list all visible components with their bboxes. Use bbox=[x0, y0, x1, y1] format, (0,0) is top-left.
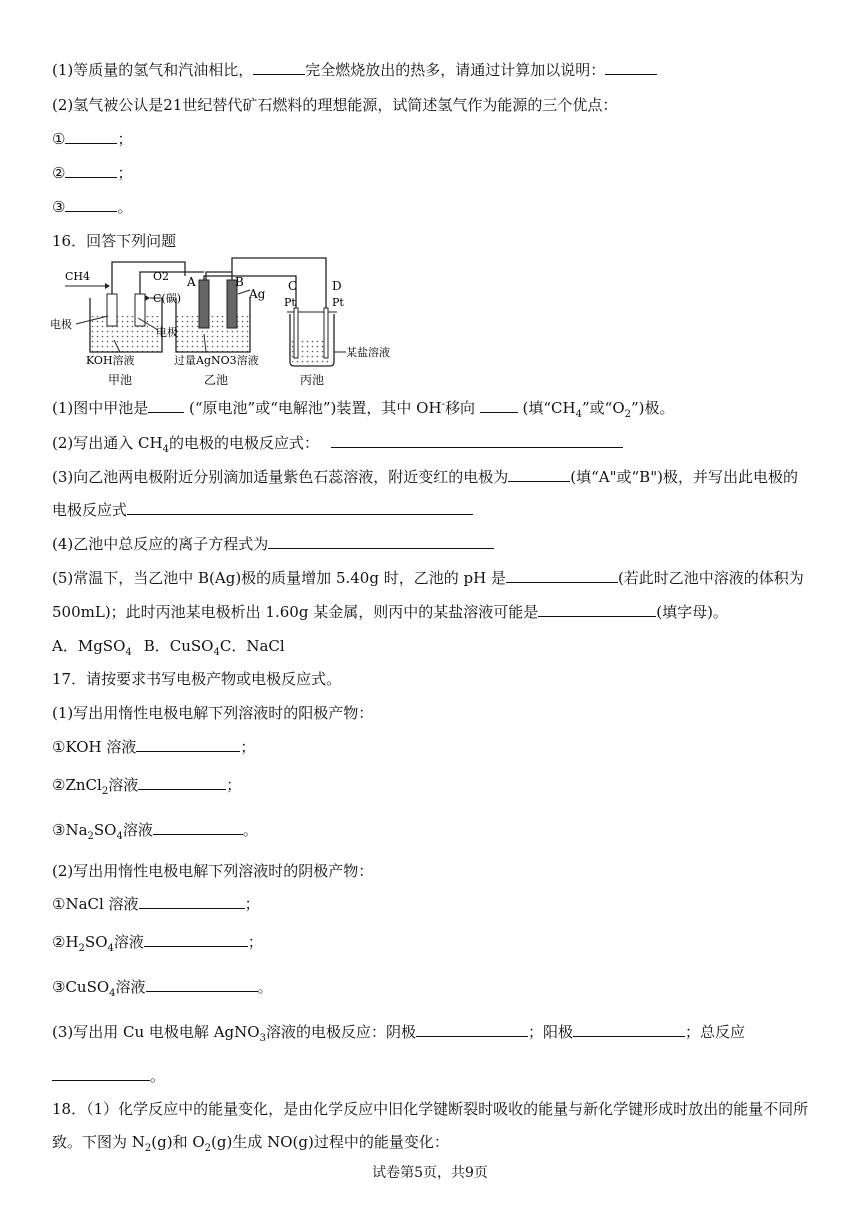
q16-sub2: (2)写出通入 $CH_4$的电极的电极反应式： bbox=[52, 433, 623, 453]
answer-blank bbox=[268, 534, 494, 549]
answer-blank bbox=[52, 1066, 150, 1081]
answer-blank bbox=[138, 775, 226, 790]
q16-options: A．MgSO$_4$ B．CuSO$_4$C．NaCl bbox=[52, 637, 285, 658]
q17-part1: (1)写出用惰性电极电解下列溶液时的阳极产物： bbox=[52, 704, 374, 722]
label-cell-jia: 甲池 bbox=[108, 373, 133, 387]
q17-anode-3: $③Na_2SO_4$溶液 。 bbox=[52, 821, 258, 842]
q17-anode-2: ②ZnCl$_2$溶液 ； bbox=[52, 776, 242, 797]
label-electrode-left: 电极 bbox=[50, 318, 72, 331]
q16-sub1: (1)图中甲池是 (“原电池”或“电解池”)装置，其中 OH-移向 (填“$CH_4$”或“$O_2$”)极。 bbox=[52, 399, 675, 420]
answer-blank bbox=[65, 129, 117, 144]
label-cell-bing: 丙池 bbox=[300, 373, 325, 387]
q16-sub3: (3)向乙池两电极附近分别滴加适量紫色石蕊溶液，附近变红的电极为 (填“A"或“B")极，并写出此电极的 bbox=[52, 468, 798, 486]
answer-blank bbox=[136, 737, 240, 752]
answer-blank bbox=[605, 60, 657, 75]
answer-blank bbox=[573, 1022, 685, 1037]
q17-part3-cont: 。 bbox=[52, 1066, 165, 1086]
q15-advantage-2: ② ； bbox=[52, 164, 133, 182]
answer-blank bbox=[253, 60, 305, 75]
q17-cathode-1: ①NaCl 溶液 ； bbox=[52, 895, 260, 913]
q18-line2: 致。下图为 $N_2(g)$和 $O_2(g)$生成 NO(g)过程中的能量变化： bbox=[52, 1133, 449, 1154]
q17-cathode-2: $②H_2SO_4$溶液 ； bbox=[52, 933, 263, 954]
label-electrode-a: A bbox=[187, 275, 196, 289]
label-ch4: CH4 bbox=[65, 270, 91, 283]
answer-blank bbox=[508, 467, 570, 482]
q17-cathode-3: ③CuSO$_4$溶液 。 bbox=[52, 978, 273, 999]
electrochemistry-cell-diagram bbox=[50, 254, 400, 390]
q16-title: 16．回答下列问题 bbox=[52, 232, 177, 250]
label-ag: Ag bbox=[249, 287, 266, 301]
answer-blank bbox=[506, 568, 618, 583]
answer-blank bbox=[146, 977, 258, 992]
q17-anode-1: ①KOH 溶液 ； bbox=[52, 738, 256, 756]
q16-sub5: (5)常温下，当乙池中 B(Ag)极的质量增加 5.40g 时，乙池的 pH 是 (若此时乙池中溶液的体积为 bbox=[52, 569, 804, 587]
label-electrode-right: 电极 bbox=[156, 326, 178, 339]
q18-line1: 18．（1）化学反应中的能量变化，是由化学反应中旧化学键断裂时吸收的能量与新化学键形成时放出的能量不同所 bbox=[52, 1100, 809, 1118]
answer-blank bbox=[65, 197, 117, 212]
label-o2: O2 bbox=[153, 270, 170, 283]
label-agno3-solution: 过量AgNO3溶液 bbox=[174, 354, 259, 367]
page-footer: 试卷第5页，共9页 bbox=[372, 1165, 488, 1181]
q16-sub4: (4)乙池中总反应的离子方程式为 bbox=[52, 534, 494, 554]
label-pt-right: Pt bbox=[332, 296, 344, 309]
q15-part2: (2)氢气被公认是21世纪替代矿石燃料的理想能源，试简述氢气作为能源的三个优点： bbox=[52, 96, 618, 114]
answer-blank bbox=[153, 820, 243, 835]
q15-advantage-3: ③ 。 bbox=[52, 198, 133, 216]
label-salt-solution: 某盐溶液 bbox=[346, 346, 390, 359]
answer-blank bbox=[65, 163, 117, 178]
answer-blank bbox=[144, 932, 248, 947]
q17-title: 17．请按要求书写电极产物或电极反应式。 bbox=[52, 670, 342, 688]
answer-blank bbox=[480, 398, 518, 413]
label-pt-left: Pt bbox=[284, 296, 296, 309]
q16-sub5-cont: 500mL)；此时丙池某电极析出 1.60g 某金属，则丙中的某盐溶液可能是 (填字母)。 bbox=[52, 603, 728, 621]
q15-advantage-1: ① ； bbox=[52, 130, 133, 148]
answer-blank bbox=[538, 602, 656, 617]
label-electrode-b: B bbox=[235, 275, 244, 289]
answer-blank bbox=[148, 398, 184, 413]
q15-part1: (1)等质量的氢气和汽油相比， 完全燃烧放出的热多，请通过计算加以说明： bbox=[52, 60, 657, 80]
q17-part2: (2)写出用惰性电极电解下列溶液时的阴极产物： bbox=[52, 862, 374, 880]
answer-blank bbox=[331, 433, 623, 448]
q16-sub3-cont: 电极反应式 bbox=[52, 500, 473, 520]
label-koh-solution: KOH溶液 bbox=[86, 354, 135, 367]
label-carbon: C(碳) bbox=[153, 292, 181, 305]
answer-blank bbox=[127, 500, 473, 515]
answer-blank bbox=[139, 894, 245, 909]
answer-blank bbox=[416, 1022, 528, 1037]
label-electrode-c: C bbox=[288, 279, 298, 293]
label-electrode-d: D bbox=[332, 279, 342, 293]
label-cell-yi: 乙池 bbox=[204, 373, 229, 387]
q17-part3: (3)写出用 Cu 电极电解 AgNO$_3$溶液的电极反应：阴极 ；阳极 ；总反应 bbox=[52, 1023, 745, 1044]
